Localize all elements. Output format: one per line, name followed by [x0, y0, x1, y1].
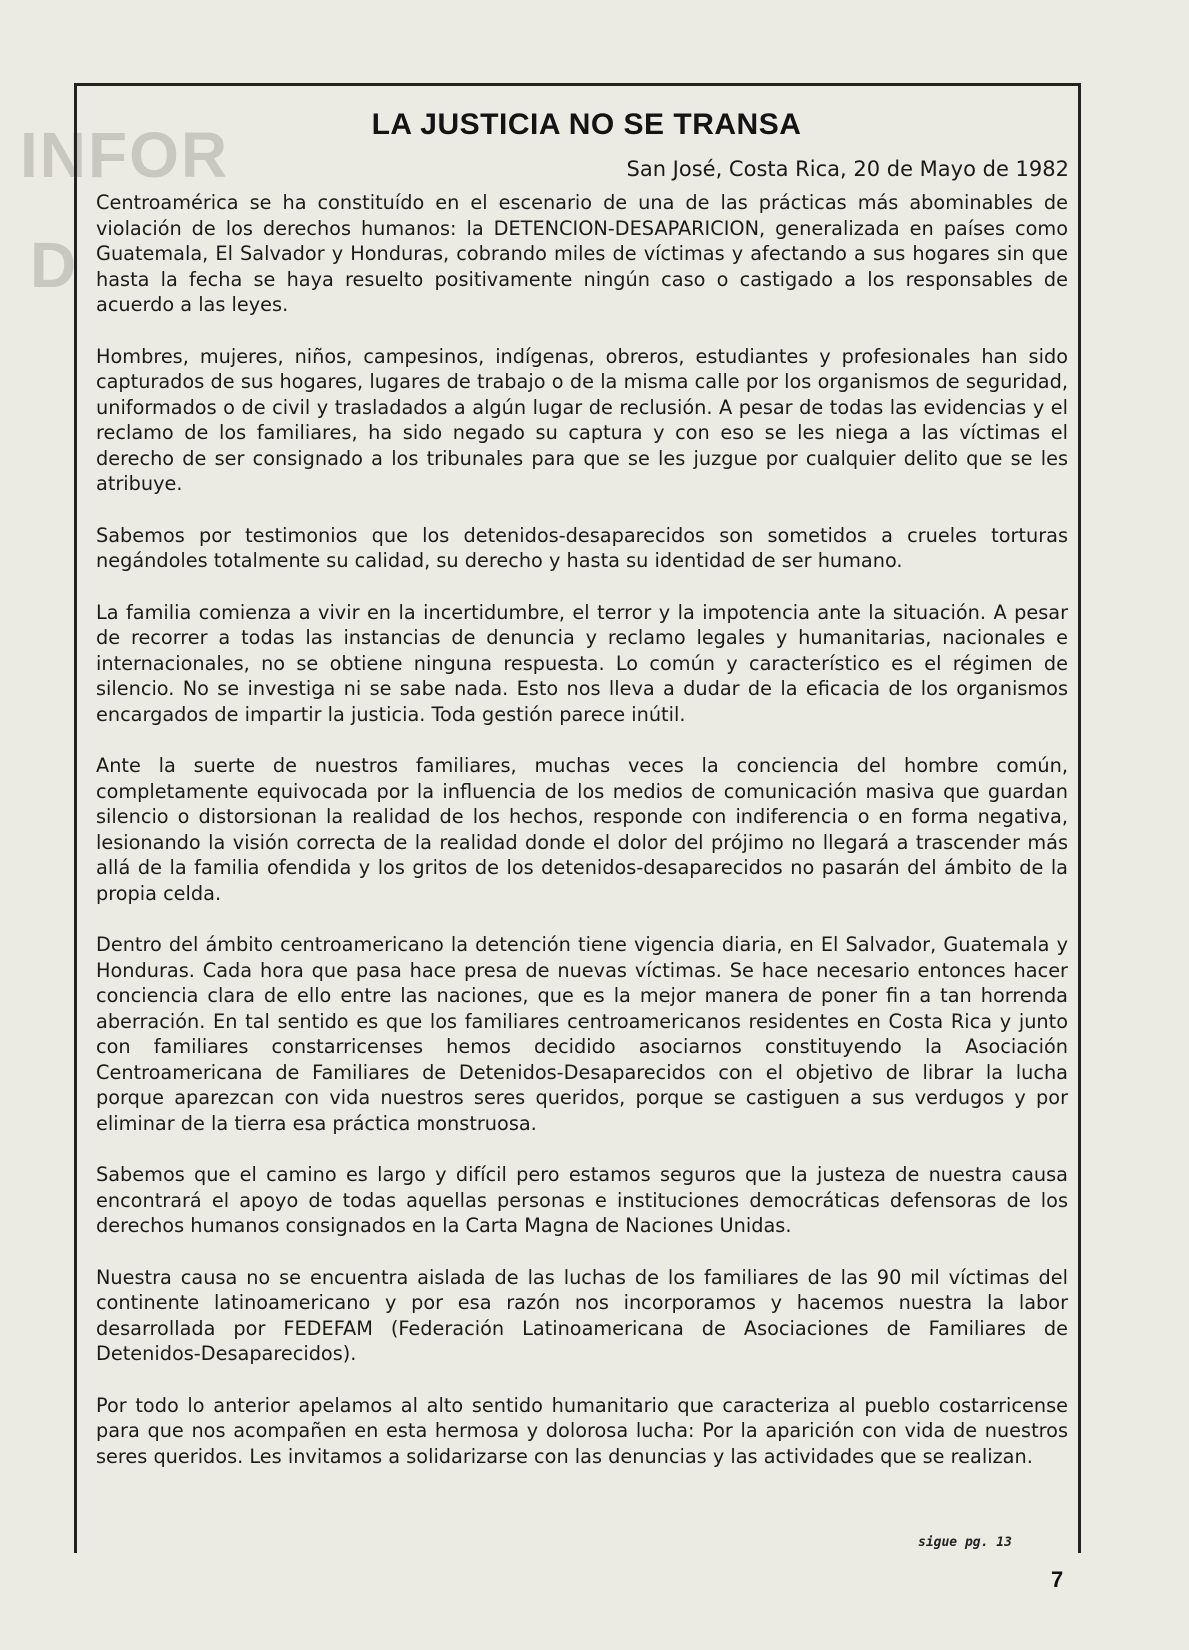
paragraph: Dentro del ámbito centroamericano la detención tiene vigencia diaria, en El Salvador, Guatemala y Honduras. Cada hora que pasa hace presa de nuevas víctimas. Se hace necesario entonces hacer conciencia clara de ello entre las naciones, que es la mejor manera de poner fin a tan horrenda aberración. En tal sentido es que los familiares centroamericanos residentes en Costa Rica y junto con familiares constarricenses hemos decidido asociarnos constituyendo la Asociación Centroamericana de Familiares de Detenidos-Desaparecidos con el objetivo de librar la lucha porque aparezcan con vida nuestros seres queridos, porque se castiguen a sus verdugos y por eliminar de la tierra esa práctica monstruosa.	[96, 933, 1068, 1135]
paragraph: Hombres, mujeres, niños, campesinos, indígenas, obreros, estudiantes y profesionales han sido capturados de sus hogares, lugares de trabajo o de la misma calle por los organismos de seguridad, uniformados o de civil y trasladados a algún lugar de reclusión. A pesar de todas las evidencias y el reclamo de los familiares, ha sido negado su captura y con eso se les niega a las víctimas el derecho de ser consignado a los tribunales para que se les juzgue por cualquier delito que se les atribuye.	[96, 344, 1068, 495]
article-title: LA JUSTICIA NO SE TRANSA	[371, 108, 802, 141]
show-through-ghost-text: INFOR	[20, 119, 230, 191]
paragraph: Sabemos que el camino es largo y difícil pero estamos seguros que la justeza de nuestra causa encontrará el apoyo de todas aquellas personas e instituciones democráticas defensoras de los derechos humanos consignados en la Carta Magna de Naciones Unidas.	[96, 1163, 1068, 1237]
show-through-ghost-text-2: D	[30, 229, 79, 301]
paragraph: Por todo lo anterior apelamos al alto sentido humanitario que caracteriza al pueblo costarricense para que nos acompañen en esta hermosa y dolorosa lucha: Por la aparición con vida de nuestros seres queridos. Les invitamos a solidarizarse con las denuncias y las actividades que se realizan.	[96, 1393, 1068, 1468]
paragraph: Sabemos por testimonios que los detenidos-desaparecidos son sometidos a crueles torturas negándoles totalmente su calidad, su derecho y hasta su identidad de ser humano.	[96, 523, 1068, 572]
paragraph: Nuestra causa no se encuentra aislada de las luchas de los familiares de las 90 mil víctimas del continente latinoamericano y por esa razón nos incorporamos y hacemos nuestra la labor desarrollada por FEDEFAM (Federación Latinoamericana de Asociaciones de Familiares de Detenidos-Desaparecidos).	[96, 1265, 1068, 1365]
paragraph: Ante la suerte de nuestros familiares, muchas veces la conciencia del hombre común, completamente equivocada por la influencia de los medios de comunicación masiva que guardan silencio o distorsionan la realidad de los hechos, responde con indiferencia o en forma negativa, lesionando la visión correcta de la realidad donde el dolor del prójimo no llegará a trascender más allá de la familia ofendida y los gritos de los detenidos-desaparecidos no pasarán del ámbito de la propia celda.	[96, 754, 1068, 905]
article-body	[96, 190, 1068, 1469]
article-dateline: San José, Costa Rica, 20 de Mayo de 1982	[626, 157, 1069, 181]
page-number: 7	[1051, 1567, 1064, 1592]
paragraph: La familia comienza a vivir en la incertidumbre, el terror y la impotencia ante la situación. A pesar de recorrer a todas las instancias de denuncia y reclamo legales y humanitarias, nacionales e internacionales, no se obtiene ninguna respuesta. Lo común y característico es el régimen de silencio. No se investiga ni se sabe nada. Esto nos lleva a dudar de la eficacia de los organismos encargados de impartir la justicia. Toda gestión parece inútil.	[96, 600, 1068, 726]
continuation-note: sigue pg. 13	[918, 1535, 1012, 1550]
paragraph: Centroamérica se ha constituído en el escenario de una de las prácticas más abominables de violación de los derechos humanos: la DETENCION-DESAPARICION, generalizada en países como Guatemala, El Salvador y Honduras, cobrando miles de víctimas y afectando a sus hogares sin que hasta la fecha se haya resuelto positivamente ningún caso o castigado a los responsables de acuerdo a las leyes.	[96, 191, 1068, 316]
